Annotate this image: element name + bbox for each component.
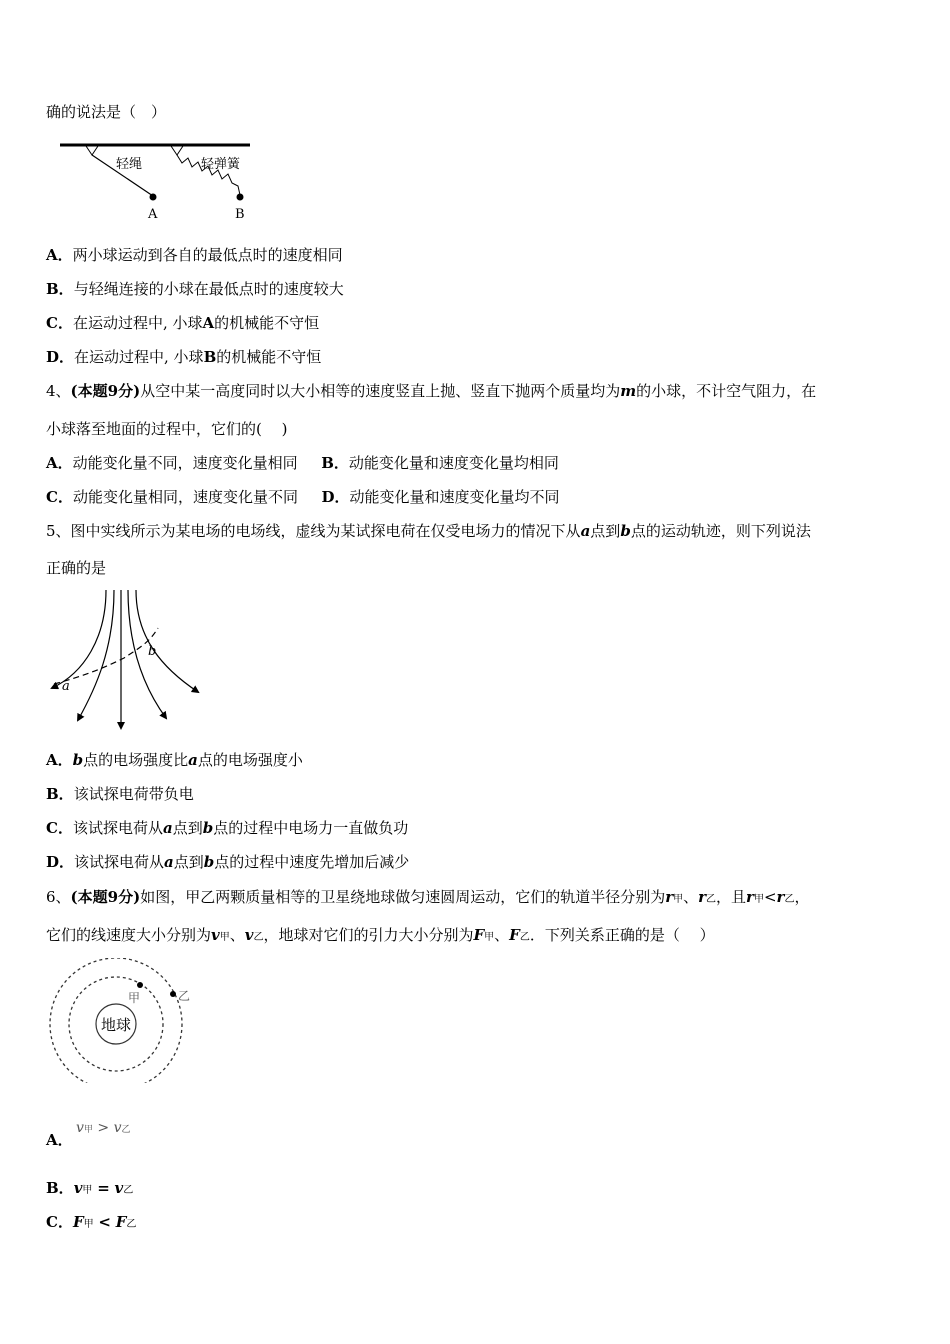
q5-option-a[interactable]: A．b点的电场强度比a点的电场强度小 <box>46 751 303 769</box>
q6-stem-line2: 它们的线速度大小分别为v甲、v乙，地球对它们的引力大小分别为F甲、F乙．下列关系正确的是（ ） <box>46 926 715 944</box>
earth-label: 地球 <box>100 1016 132 1034</box>
q5-option-b[interactable]: B．该试探电荷带负电 <box>46 785 194 803</box>
field-line-5 <box>136 590 198 692</box>
q3-option-d[interactable]: D．在运动过程中, 小球B的机械能不守恒 <box>46 348 322 366</box>
q3-option-c[interactable]: C．在运动过程中, 小球A的机械能不守恒 <box>46 314 320 332</box>
q4-option-d[interactable]: D．动能变化量和速度变化量均不同 <box>321 488 560 506</box>
q3-stem-tail: 确的说法是（ ） <box>46 103 167 121</box>
q5-stem-line2: 正确的是 <box>46 559 107 577</box>
q4-options-ab <box>46 453 559 473</box>
rope-pivot <box>86 146 98 155</box>
electric-field-figure <box>44 588 214 733</box>
spring-label: 轻弹簧 <box>201 157 241 172</box>
q4-options-cd <box>46 487 560 507</box>
spring-pivot <box>171 146 183 155</box>
ball-b <box>237 194 244 201</box>
ball-a <box>150 194 157 201</box>
rope-label: 轻绳 <box>116 157 143 172</box>
point-b-label: b <box>148 644 157 659</box>
jia-label: 甲 <box>128 991 141 1005</box>
pendulum-figure <box>58 138 258 226</box>
q4-option-b[interactable]: B．动能变化量和速度变化量均相同 <box>321 454 559 472</box>
q6-stem-line1: 6、(本题9分)如图，甲乙两颗质量相等的卫星绕地球做匀速圆周运动，它们的轨道半径分别为r甲、r乙，且r甲<r乙， <box>46 888 810 906</box>
q3-option-a[interactable]: A．两小球运动到各自的最低点时的速度相同 <box>46 246 343 264</box>
q6-option-a[interactable]: A． <box>46 1131 73 1149</box>
field-line-2 <box>78 590 114 720</box>
q5-stem-line1: 5、图中实线所示为某电场的电场线，虚线为某试探电荷在仅受电场力的情况下从a点到b点的运动轨迹，则下列说法 <box>46 522 811 540</box>
label-b: B <box>235 207 245 222</box>
q5-option-d[interactable]: D．该试探电荷从a点到b点的过程中速度先增加后减少 <box>46 853 410 871</box>
q4-stem-line2: 小球落至地面的过程中，它们的( ) <box>46 420 288 438</box>
field-line-4 <box>128 590 166 718</box>
q6-option-b[interactable]: B．v甲 = v乙 <box>46 1179 134 1197</box>
q4-option-c[interactable]: C．动能变化量相同，速度变化量不同 <box>46 488 298 506</box>
point-a-label: a <box>62 679 70 694</box>
q6-option-c[interactable]: C．F甲 < F乙 <box>46 1213 137 1231</box>
yi-label: 乙 <box>178 989 191 1003</box>
q5-option-c[interactable]: C．该试探电荷从a点到b点的过程中电场力一直做负功 <box>46 819 409 837</box>
label-a: A <box>148 207 158 222</box>
q4-stem-line1: 4、(本题9分)从空中某一高度同时以大小相等的速度竖直上抛、竖直下抛两个质量均为m的小球，不计空气阻力，在 <box>46 382 817 400</box>
field-line-1 <box>52 590 106 688</box>
orbit-figure <box>44 958 194 1083</box>
q4-option-a[interactable]: A．动能变化量不同，速度变化量相同 <box>46 454 298 472</box>
q3-option-b[interactable]: B．与轻绳连接的小球在最低点时的速度较大 <box>46 280 344 298</box>
q6-option-a-formula: v甲 > v乙 <box>76 1120 131 1136</box>
satellite-yi <box>170 991 176 997</box>
satellite-jia <box>137 982 143 988</box>
